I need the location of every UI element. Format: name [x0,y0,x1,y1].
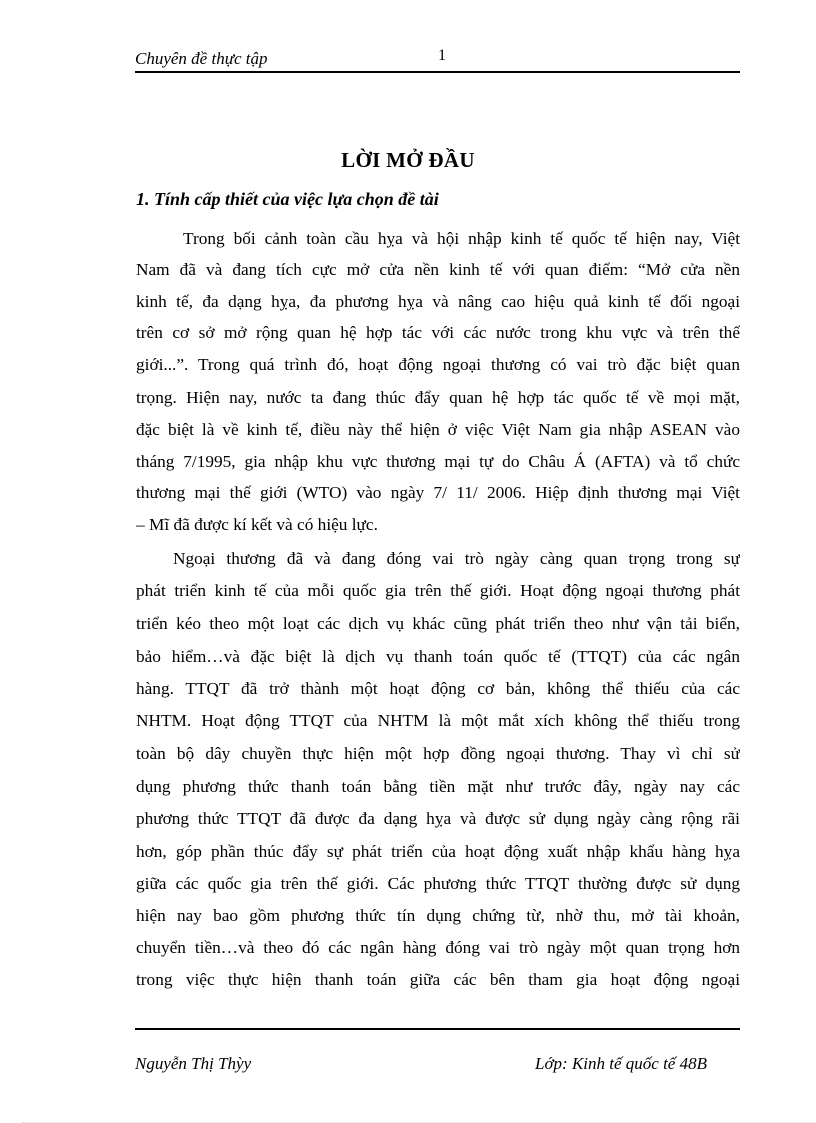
page-title: LỜI MỞ ĐẦU [341,148,475,172]
section-heading: 1. Tính cấp thiết của việc lựa chọn đề tài [136,189,439,209]
paragraph-line: NHTM. Hoạt động TTQT của NHTM là một mắt xích không thể thiếu trong [136,711,740,730]
paragraph-line: Trong bối cảnh toàn cầu hỵa và hội nhập kinh tế quốc tế hiện nay, Việt [183,229,740,248]
paragraph-line: giới...”. Trong quá trình đó, hoạt động ngoại thương có vai trò đặc biệt quan [136,355,740,374]
page-number: 1 [438,47,446,64]
paragraph-line: toàn bộ dây chuyền thực hiện một hợp đồng ngoại thương. Thay vì chỉ sử [136,744,740,763]
paragraph-line: giữa các quốc gia trên thế giới. Các phương thức TTQT thường được sử dụng [136,874,740,893]
paragraph-line: trọng. Hiện nay, nước ta đang thúc đẩy quan hệ hợp tác quốc tế về mọi mặt, [136,388,740,407]
paragraph-line: thương mại thế giới (WTO) vào ngày 7/ 11/ 2006. Hiệp định thương mại Việt [136,483,740,502]
paragraph-line: hiện nay bao gồm phương thức tín dụng chứng từ, nhờ thu, mở tài khoản, [136,906,740,925]
page-header [135,47,740,71]
footer-author: Nguyễn Thị Thỳy [135,1054,252,1073]
paragraph-line: chuyển tiền…và theo đó các ngân hàng đóng vai trò ngày một quan trọng hơn [136,938,740,957]
paragraph-line: – Mĩ đã được kí kết và có hiệu lực. [136,515,378,534]
paragraph-line: dụng phương thức thanh toán bằng tiền mặt như trước đây, ngày nay các [136,777,740,796]
paragraph-line: triển kéo theo một loạt các dịch vụ khác cũng phát triển theo như vận tải biển, [136,614,740,633]
header-divider [135,71,740,73]
paragraph-line: hàng. TTQT đã trở thành một hoạt động cơ bản, không thể thiếu của các [136,679,740,698]
paragraph-line: trong việc thực hiện thanh toán giữa các bên tham gia hoạt động ngoại [136,970,740,989]
footer-divider [135,1028,740,1030]
paragraph-line: bảo hiểm…và đặc biệt là dịch vụ thanh toán quốc tế (TTQT) của các ngân [136,647,740,666]
paragraph-line: kinh tế, đa dạng hỵa, đa phương hỵa và nâng cao hiệu quả kinh tế đối ngoại [136,292,740,311]
paragraph-line: hơn, góp phần thúc đẩy sự phát triển của hoạt động xuất nhập khẩu hàng hỵa [136,842,740,861]
paragraph-line: phát triển kinh tế của mỗi quốc gia trên thế giới. Hoạt động ngoại thương phát [136,581,740,600]
paragraph-line: tháng 7/1995, gia nhập khu vực thương mại tự do Châu Á (AFTA) và tổ chức [136,452,740,471]
paragraph-line: đặc biệt là về kinh tế, điều này thể hiện ở việc Việt Nam gia nhập ASEAN vào [136,420,740,439]
paragraph-line: phương thức TTQT đã được đa dạng hỵa và được sử dụng ngày càng rộng rãi [136,809,740,828]
paragraph-line: Nam đã và đang tích cực mở cửa nền kinh tế với quan điểm: “Mở cửa nền [136,260,740,279]
paragraph-line: Ngoại thương đã và đang đóng vai trò ngày càng quan trọng trong sự [173,549,740,568]
footer-class: Lớp: Kinh tế quốc tế 48B [535,1054,707,1073]
header-title: Chuyên đề thực tập [135,49,268,68]
paragraph-line: trên cơ sở mở rộng quan hệ hợp tác với các nước trong khu vực và trên thế [136,323,740,342]
